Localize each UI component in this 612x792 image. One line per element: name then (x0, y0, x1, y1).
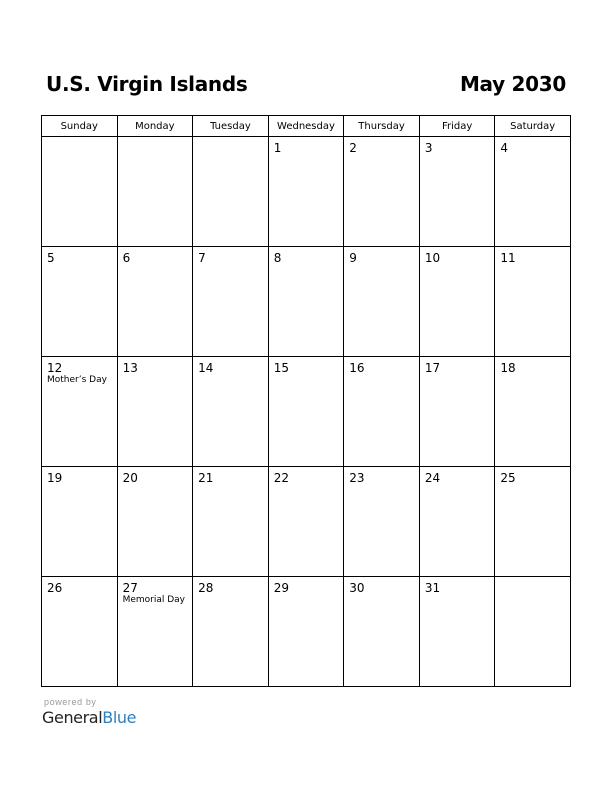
day-number: 25 (500, 471, 516, 485)
week-row (42, 247, 571, 357)
day-cell (268, 467, 344, 577)
day-number: 4 (500, 141, 509, 155)
day-cell (42, 467, 118, 577)
day-cell (344, 577, 420, 687)
day-cell (268, 357, 344, 467)
day-cell (193, 577, 269, 687)
day-cell (42, 577, 118, 687)
day-cell (495, 577, 571, 687)
day-number: 27 (122, 581, 138, 595)
day-cell (419, 357, 495, 467)
day-number: 14 (198, 361, 214, 375)
day-cell (117, 247, 193, 357)
calendar-grid (41, 115, 571, 687)
day-number: 8 (273, 251, 282, 265)
day-cell (268, 137, 344, 247)
week-row (42, 467, 571, 577)
day-number: 29 (273, 581, 289, 595)
day-cell (419, 247, 495, 357)
day-cell (193, 247, 269, 357)
day-cell (344, 247, 420, 357)
day-cell (344, 357, 420, 467)
day-number: 31 (424, 581, 441, 595)
day-cell (495, 467, 571, 577)
holiday-label: Mother’s Day (47, 375, 107, 385)
day-number: 5 (47, 251, 55, 265)
day-cell (117, 577, 193, 687)
day-number (118, 137, 193, 141)
day-number: 20 (122, 471, 138, 485)
day-number: 7 (198, 251, 206, 265)
day-cell (117, 467, 193, 577)
calendar-month-title: May 2030 (459, 72, 566, 96)
day-cell (344, 467, 420, 577)
day-number: 2 (349, 141, 357, 155)
brand-name (42, 708, 136, 728)
day-number: 9 (349, 251, 357, 265)
day-cell (419, 137, 495, 247)
day-cell (42, 247, 118, 357)
day-cell (193, 467, 269, 577)
week-row (42, 137, 571, 247)
calendar-region-title: U.S. Virgin Islands (46, 72, 248, 96)
weekday-sunday: Sunday (42, 116, 118, 137)
day-cell (193, 357, 269, 467)
day-cell (42, 357, 118, 467)
brand-blue: Blue (102, 708, 137, 727)
day-cell (117, 357, 193, 467)
day-number: 30 (349, 581, 365, 595)
weekday-monday: Monday (117, 116, 193, 137)
weekday-header-row (42, 116, 571, 137)
day-number (42, 137, 117, 141)
day-number: 17 (424, 361, 441, 375)
brand-general: General (42, 708, 103, 727)
day-number: 10 (424, 251, 441, 265)
day-number: 1 (273, 141, 282, 155)
week-row (42, 577, 571, 687)
day-number: 22 (273, 471, 289, 485)
day-cell (495, 247, 571, 357)
day-cell (117, 137, 193, 247)
weekday-friday: Friday (419, 116, 495, 137)
day-number (193, 137, 268, 141)
day-number: 23 (349, 471, 365, 485)
day-cell (419, 577, 495, 687)
day-number: 6 (122, 251, 131, 265)
day-cell (193, 137, 269, 247)
holiday-label: Memorial Day (122, 595, 185, 605)
day-number: 26 (47, 581, 63, 595)
day-cell (495, 357, 571, 467)
day-number: 24 (424, 471, 441, 485)
generalblue-logo (42, 697, 136, 728)
day-cell (42, 137, 118, 247)
weekday-thursday: Thursday (344, 116, 420, 137)
day-number: 28 (198, 581, 214, 595)
day-cell (344, 137, 420, 247)
day-number: 19 (47, 471, 63, 485)
day-number: 15 (273, 361, 289, 375)
day-number: 13 (122, 361, 138, 375)
day-number: 11 (500, 251, 516, 265)
day-cell (268, 247, 344, 357)
week-row (42, 357, 571, 467)
powered-by-text: powered by (44, 697, 97, 707)
day-number: 3 (424, 141, 433, 155)
day-number: 16 (349, 361, 365, 375)
weekday-wednesday: Wednesday (268, 116, 344, 137)
day-number (495, 577, 570, 581)
day-cell (495, 137, 571, 247)
day-cell (419, 467, 495, 577)
day-number: 21 (198, 471, 214, 485)
day-cell (268, 577, 344, 687)
weekday-saturday: Saturday (495, 116, 571, 137)
day-number: 12 (47, 361, 63, 375)
day-number: 18 (500, 361, 516, 375)
weekday-tuesday: Tuesday (193, 116, 269, 137)
